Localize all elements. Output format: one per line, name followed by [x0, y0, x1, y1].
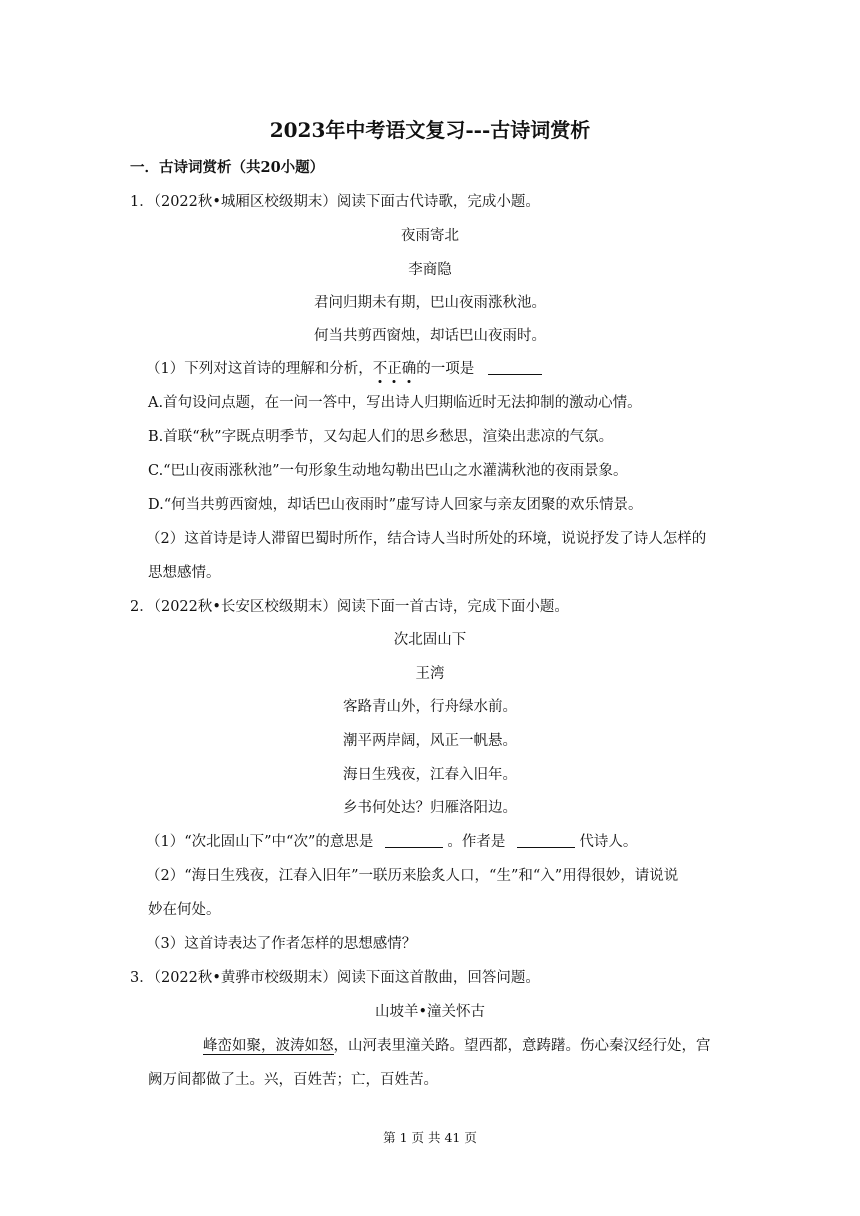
q2-sub1-part-b: 。作者是	[447, 834, 506, 850]
question-2-stem: 2．（2022秋•长安区校级期末）阅读下面一首古诗，完成下面小题。	[130, 599, 569, 615]
q2-poem-line-2: 潮平两岸阔，风正一帆悬。	[343, 733, 517, 749]
emphasis-char: 不	[372, 361, 388, 377]
q1-poem-line-1: 君问归期未有期，巴山夜雨涨秋池。	[314, 295, 546, 311]
q2-poem-line-4: 乡书何处达？归雁洛阳边。	[343, 800, 517, 816]
question-1-stem: 1．（2022秋•城厢区校级期末）阅读下面古代诗歌，完成小题。	[130, 194, 540, 210]
emphasis-char: 正	[387, 361, 402, 377]
q2-sub1-part-a: （1）“次北固山下”中“次”的意思是	[146, 834, 374, 850]
q2-subquestion-3: （3）这首诗表达了作者怎样的思想感情？	[146, 936, 417, 952]
q1-option-d: D.“何当共剪西窗烛，却话巴山夜雨时”虚写诗人回家与亲友团聚的欢乐情景。	[148, 497, 643, 513]
q2-poem-line-1: 客路青山外，行舟绿水前。	[343, 699, 517, 715]
answer-blank	[385, 833, 443, 848]
q1-subquestion-2-cont: 思想感情。	[148, 565, 221, 581]
q2-subquestion-2-cont: 妙在何处。	[148, 902, 221, 918]
q1-option-a: A.首句设问点题，在一问一答中，写出诗人归期临近时无法抑制的激动心情。	[148, 395, 642, 411]
q1-poem-author: 李商隐	[408, 262, 452, 278]
answer-blank	[517, 833, 575, 848]
q2-sub1-part-c: 代诗人。	[579, 834, 638, 850]
q1-sub1-prefix: （1）下列对这首诗的理解和分析，	[146, 361, 373, 377]
underlined-phrase: 峰峦如聚，波涛如怒	[203, 1038, 334, 1054]
q1-poem-title: 夜雨寄北	[401, 228, 459, 244]
q2-poem-author: 王湾	[415, 666, 445, 682]
page-footer: 第 1 页 共 41 页	[383, 1130, 477, 1145]
q1-subquestion-1	[146, 359, 546, 379]
section-heading: 一．古诗词赏析（共20小题）	[130, 159, 325, 176]
document-title: 2023年中考语文复习---古诗词赏析	[269, 118, 591, 142]
q3-poem-text-2: 阙万间都做了土。兴，百姓苦；亡，百姓苦。	[148, 1072, 438, 1088]
q1-subquestion-2: （2）这首诗是诗人滞留巴蜀时所作，结合诗人当时所处的环境，说说抒发了诗人怎样的	[146, 531, 707, 547]
q2-subquestion-1	[146, 832, 637, 852]
q1-option-b: B.首联“秋”字既点明季节，又勾起人们的思乡愁思，渲染出悲凉的气氛。	[148, 429, 614, 445]
question-3-stem: 3．（2022秋•黄骅市校级期末）阅读下面这首散曲，回答问题。	[130, 970, 540, 986]
emphasis-char: 确	[401, 361, 417, 377]
q1-option-c: C.“巴山夜雨涨秋池”一句形象生动地勾勒出巴山之水灌满秋池的夜雨景象。	[148, 463, 628, 479]
q2-poem-title: 次北固山下	[393, 632, 467, 648]
q3-poem-text-1-rest: ，山河表里潼关路。望西都，意踌躇。伤心秦汉经行处，宫	[333, 1038, 711, 1054]
q2-subquestion-2: （2）“海日生残夜，江春入旧年”一联历来脍炙人口，“生”和“入”用得很妙，请说说	[146, 868, 679, 884]
q1-poem-line-2: 何当共剪西窗烛，却话巴山夜雨时。	[314, 328, 546, 344]
q2-poem-line-3: 海日生残夜，江春入旧年。	[343, 767, 517, 783]
q1-sub1-suffix: 的一项是	[416, 361, 475, 377]
answer-blank	[488, 360, 542, 375]
q3-poem-title: 山坡羊•潼关怀古	[374, 1004, 486, 1020]
q3-poem-text-1	[203, 1036, 711, 1056]
